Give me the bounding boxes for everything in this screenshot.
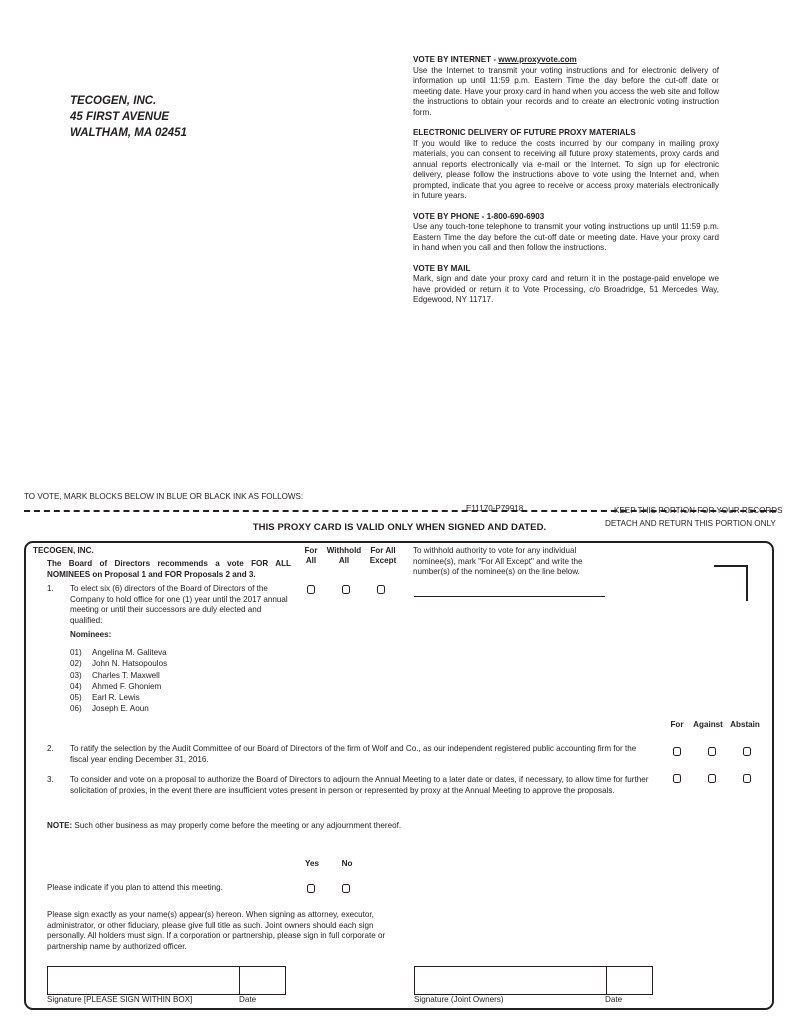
col-yes: Yes	[305, 859, 319, 868]
nominee-exception-line[interactable]	[414, 596, 605, 597]
nominee-list	[70, 647, 167, 715]
proposal-2-against-checkbox[interactable]	[708, 747, 716, 756]
col-against: Against	[693, 720, 723, 729]
col-for-all-except: For All Except	[369, 546, 397, 565]
proposal-1-for-all-checkbox[interactable]	[307, 585, 315, 594]
joint-signature-label: Signature (Joint Owners)	[414, 995, 504, 1004]
internet-body: Use the Internet to transmit your voting instructions and for electronic delivery of information up until 11:59 p.m. Eastern Time the day before the cut-off date or meeting date. Have your proxy card in hand when you access the web site and follow the instructions to obtain your records and to create an electronic voting instruction form.	[413, 65, 719, 117]
col-abstain: Abstain	[730, 720, 760, 729]
nominee-item: 06) Joseph E. Aoun	[70, 704, 149, 714]
proposal-1-text: To elect six (6) directors of the Board of Directors of the Company to hold office for one (1) year until the 2017 annual meeting or until their successors are duly elected and qualified:	[70, 584, 288, 625]
corner-registration-mark	[714, 565, 748, 601]
col-no: No	[341, 859, 353, 868]
proposal-3-number: 3.	[47, 775, 54, 784]
col-for-all: For All	[304, 546, 318, 565]
proposal-2-abstain-checkbox[interactable]	[743, 747, 751, 756]
ink-instructions: TO VOTE, MARK BLOCKS BELOW IN BLUE OR BLACK INK AS FOLLOWS:	[24, 492, 304, 501]
vote-by-internet	[413, 55, 719, 118]
col-for: For	[670, 720, 684, 729]
vote-by-phone	[413, 212, 719, 254]
electronic-delivery-heading: ELECTRONIC DELIVERY OF FUTURE PROXY MATERIALS	[413, 128, 636, 137]
proposal-2-for-checkbox[interactable]	[673, 747, 681, 756]
phone-heading: VOTE BY PHONE - 1-800-690-6903	[413, 211, 545, 221]
company-name: TECOGEN, INC.	[70, 95, 157, 107]
board-recommendation: The Board of Directors recommends a vote FOR ALL NOMINEES on Proposal 1 and FOR Proposals 2 and 3.	[47, 559, 291, 579]
control-id: E11170-P79918	[466, 504, 524, 513]
detach-portion-label: DETACH AND RETURN THIS PORTION ONLY	[605, 519, 776, 528]
nominee-item: 03) Charles T. Maxwell	[70, 670, 160, 680]
attend-no-checkbox[interactable]	[342, 884, 350, 893]
signature-date-divider	[239, 967, 240, 994]
vote-by-mail	[413, 264, 719, 306]
proposal-2-number: 2.	[47, 744, 54, 753]
note-text: Such other business as may properly come before the meeting or any adjournment thereof.	[72, 821, 402, 830]
signature-box[interactable]	[47, 966, 286, 995]
attend-question: Please indicate if you plan to attend this meeting.	[47, 883, 223, 892]
nominee-item: 05) Earl R. Lewis	[70, 693, 140, 703]
col-withhold-all: Withhold All	[326, 546, 362, 565]
attend-yes-checkbox[interactable]	[307, 884, 315, 893]
voting-methods	[413, 55, 719, 316]
mail-heading: VOTE BY MAIL	[413, 263, 471, 273]
city-state-zip: WALTHAM, MA 02451	[70, 127, 187, 139]
card-company: TECOGEN, INC.	[33, 546, 94, 555]
valid-notice: THIS PROXY CARD IS VALID ONLY WHEN SIGNED AND DATED.	[252, 522, 547, 533]
electronic-delivery-body: If you would like to reduce the costs incurred by our company in mailing proxy materials, you can consent to receiving all future proxy statements, proxy cards and annual reports electronically via e-mail or the Internet. To sign up for electronic delivery, please follow the instructions above to vote using the Internet and, when prompted, indicate that you agree to receive or access proxy materials electronically in future years.	[413, 138, 719, 200]
note-label: NOTE:	[47, 821, 73, 830]
internet-heading: VOTE BY INTERNET -	[413, 55, 499, 64]
return-address	[70, 93, 187, 141]
signature-date-label: Date	[239, 995, 257, 1004]
proposal-3-text: To consider and vote on a proposal to authorize the Board of Directors to adjourn the Annual Meeting to a later date or dates, if necessary, to allow time for further solicitation of proxies, in the event there are insufficient votes present in person or represented by proxy at the Annual Meeting to approve the proposals.	[70, 775, 649, 795]
electronic-delivery	[413, 128, 719, 202]
nominee-item: 01) Angelina M. Galiteva	[70, 648, 167, 657]
nominee-item: 04) Ahmed F. Ghoniem	[70, 681, 162, 691]
joint-signature-date-divider	[606, 967, 607, 994]
note	[47, 821, 401, 832]
proposal-3-abstain-checkbox[interactable]	[743, 774, 751, 783]
phone-body: Use any touch-tone telephone to transmit your voting instructions up until 11:59 p.m. Eastern Time the day before the cut-off date or meeting date. Have your proxy card in hand when you call and then follow the instructions.	[413, 222, 719, 252]
nominee-item: 02) John N. Hatsopoulos	[70, 659, 168, 669]
mail-body: Mark, sign and date your proxy card and return it in the postage-paid envelope we have provided or return it to Vote Processing, c/o Broadridge, 51 Mercedes Way, Edgewood, NY 11717.	[413, 274, 719, 304]
withhold-instructions: To withhold authority to vote for any individual nominee(s), mark "For All Except" and write the number(s) of the nominee(s) on the line below.	[413, 546, 583, 576]
proposal-1-number: 1.	[47, 584, 54, 593]
keep-portion-label: KEEP THIS PORTION FOR YOUR RECORDS	[614, 506, 783, 515]
detach-line	[24, 510, 776, 512]
proposal-1-withhold-all-checkbox[interactable]	[342, 585, 350, 594]
joint-signature-box[interactable]	[414, 966, 653, 995]
proposal-2-text: To ratify the selection by the Audit Committee of our Board of Directors of the firm of Wolf and Co., as our independent registered public accounting firm for the fiscal year ending December 31, 2016.	[70, 744, 637, 764]
proposal-3-against-checkbox[interactable]	[708, 774, 716, 783]
proposal-1-for-all-except-checkbox[interactable]	[377, 585, 385, 594]
street-address: 45 FIRST AVENUE	[70, 111, 170, 123]
joint-signature-date-label: Date	[605, 995, 623, 1004]
proxyvote-link[interactable]: www.proxyvote.com	[498, 55, 577, 64]
signature-label: Signature [PLEASE SIGN WITHIN BOX]	[47, 995, 193, 1004]
proposal-3-for-checkbox[interactable]	[673, 774, 681, 783]
nominees-label: Nominees:	[70, 630, 112, 639]
signing-instructions: Please sign exactly as your name(s) appear(s) hereon. When signing as attorney, executor, administrator, or other fiduciary, please give full title as such. Joint owners should each sign personally. All holders must sign. If a corporation or partnership, please sign in full corporate or partnership name by authorized officer.	[47, 910, 386, 951]
